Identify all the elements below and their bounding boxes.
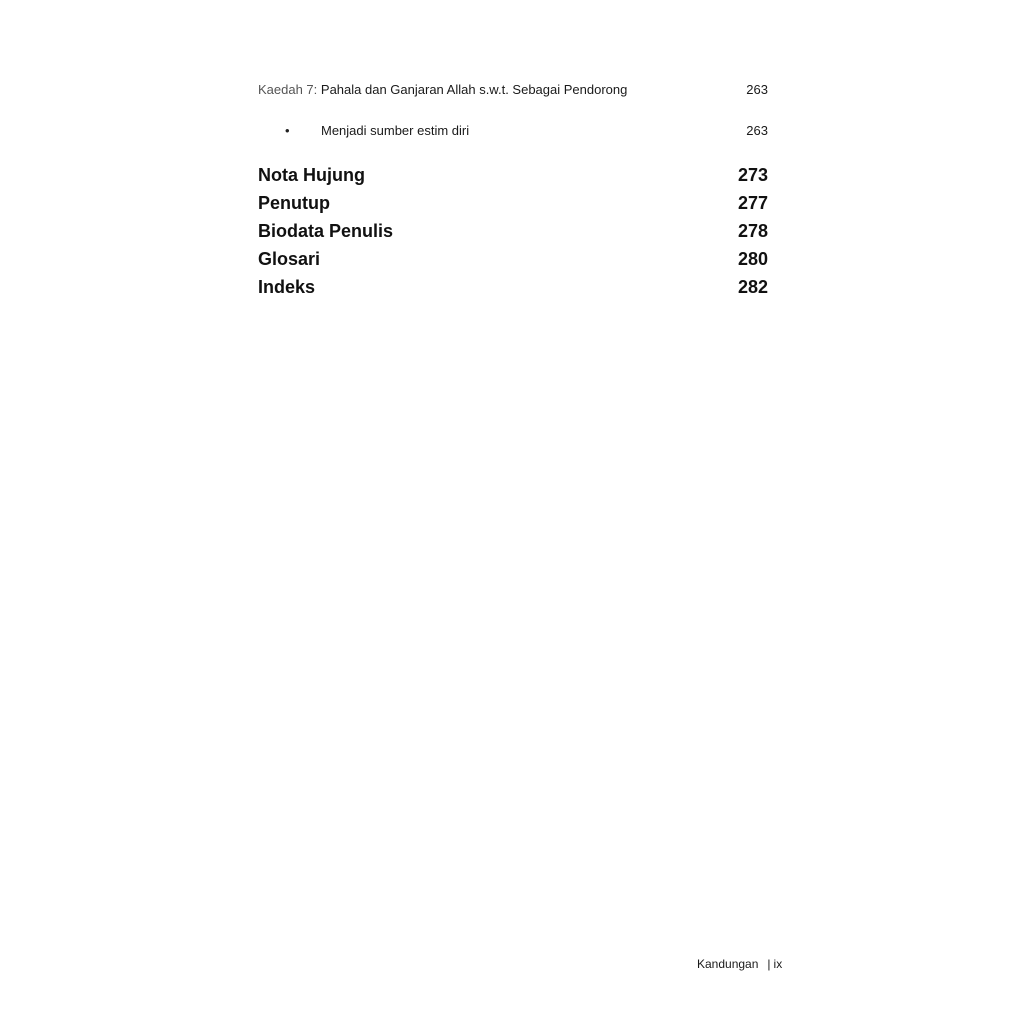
footer-page-number: ix: [773, 957, 783, 971]
section-label: Indeks: [258, 277, 316, 297]
toc-section-entry[interactable]: [258, 277, 768, 305]
section-page-number: 277: [737, 193, 768, 213]
table-of-contents: [258, 82, 768, 305]
page-footer: [697, 957, 782, 971]
section-label: Penutup: [258, 193, 330, 213]
toc-section-entry[interactable]: [258, 249, 768, 277]
toc-section-entry[interactable]: [258, 221, 768, 249]
bullet-icon: •: [285, 123, 290, 138]
section-page-number: 282: [737, 277, 768, 297]
footer-section-name: Kandungan: [697, 957, 759, 971]
bullet-label: Menjadi sumber estim diri: [321, 123, 470, 138]
chapter-title: [258, 82, 627, 97]
toc-bullet-entry[interactable]: [258, 123, 768, 149]
section-page-number: 280: [737, 249, 768, 269]
toc-section-list: [258, 165, 768, 305]
chapter-page-number: 263: [746, 82, 768, 97]
chapter-prefix: Kaedah 7:: [258, 82, 318, 97]
footer-separator: |: [767, 957, 771, 971]
toc-chapter-entry[interactable]: [258, 82, 768, 108]
toc-section-entry[interactable]: [258, 165, 768, 193]
section-page-number: 273: [737, 165, 768, 185]
section-label: Nota Hujung: [258, 165, 365, 185]
section-page-number: 278: [737, 221, 768, 241]
section-label: Glosari: [258, 249, 321, 269]
bullet-page-number: 263: [746, 123, 768, 138]
chapter-title-text: Pahala dan Ganjaran Allah s.w.t. Sebagai Pendorong: [320, 82, 628, 97]
section-label: Biodata Penulis: [258, 221, 394, 241]
toc-section-entry[interactable]: [258, 193, 768, 221]
bullet-label-group: [258, 123, 469, 138]
